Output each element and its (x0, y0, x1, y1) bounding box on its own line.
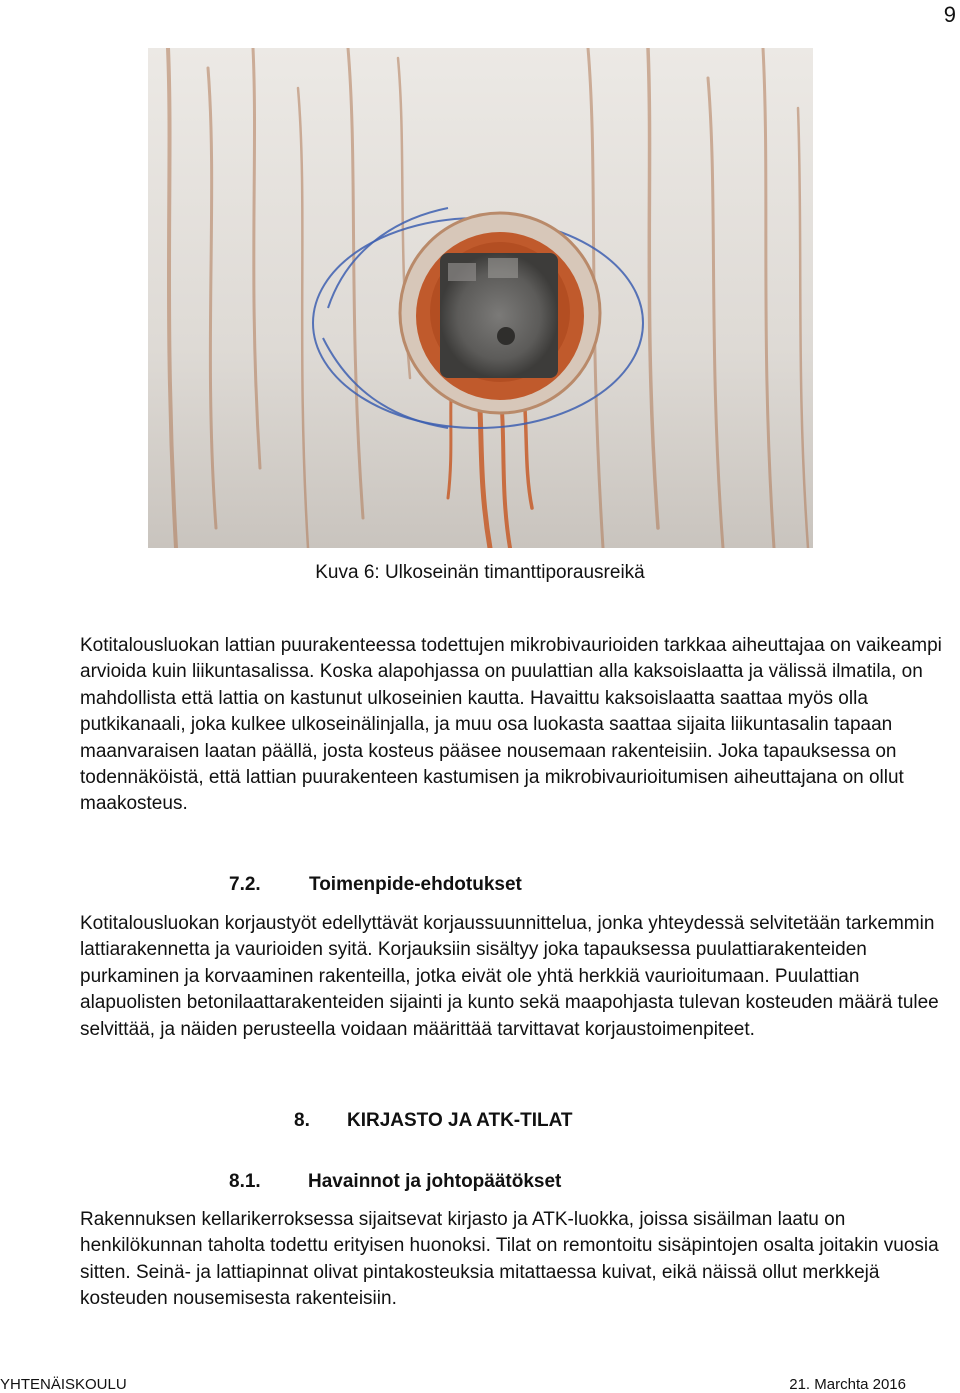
section-title: KIRJASTO JA ATK-TILAT (347, 1110, 573, 1131)
page-number: 9 (943, 2, 956, 27)
section-heading-8-1 (229, 1171, 561, 1193)
section-heading-8 (294, 1110, 573, 1132)
wall-drill-hole-photo (148, 48, 813, 548)
paragraph-library-findings: Rakennuksen kellarikerroksessa sijaitsevat kirjasto ja ATK-luokka, joissa sisäilman laatu on henkilökunnan taholta todettu erityisen huonoksi. Tilat on remontoitu sisäpintojen osalta joitakin vuosia sitten. Seinä- ja lattiapinnat olivat pintakosteuksia mitattaessa kuivat, eikä näissä ollut merkkejä kosteuden nousemisesta rakenteisiin. (80, 1209, 939, 1310)
section-number: 8. (294, 1110, 310, 1131)
paragraph-recommendations: Kotitalousluokan korjaustyöt edellyttävät korjaussuunnittelua, jonka yhteydessä selvitetään tarkemmin lattiarakennetta ja vaurioiden syitä. Korjauksiin sisältyy joka tapauksessa puulattiarakenteiden purkaminen ja korvaaminen rakenteilla, jotka eivät ole yhtä herkkiä vaurioitumaan. Puulattian alapuolisten betonilaattarakenteiden sijainti ja kunto sekä maapohjasta tulevan kosteuden määrä tulee selvittää, ja näiden perusteella voidaan määrittää tarvittavat korjaustoimenpiteet. (80, 913, 939, 1040)
section-number: 7.2. (229, 874, 261, 895)
section-title: Havainnot ja johtopäätökset (308, 1171, 562, 1192)
section-heading-7-2 (229, 874, 522, 896)
footer-school-name: YHTENÄISKOULU (0, 1376, 127, 1393)
paragraph-moisture-cause: Kotitalousluokan lattian puurakenteessa todettujen mikrobivaurioiden tarkkaa aiheuttajaa on vaikeampi arvioida kuin liikuntasalissa. Koska alapohjassa on puulattian alla kaksoislaatta ja välissä ilmatila, on mahdollista että lattia on kastunut ulkoseinien kautta. Havaittu kaksoislaatta saattaa myös olla putkikanaali, joka kulkee ulkoseinälinjalla, ja muu osa luokasta saattaa sijaita liikuntasalin tapaan maanvaraisen laatan päällä, josta kosteus pääsee nousemaan rakenteisiin. Joka tapauksessa on todennäköistä, että lattian puurakenteen kastumisen ja mikrobivaurioitumisen aiheuttajana on ollut maakosteus. (80, 635, 942, 815)
section-number: 8.1. (229, 1171, 261, 1192)
footer-date: 21. Marchta 2016 (789, 1376, 906, 1393)
figure-caption: Kuva 6: Ulkoseinän timanttiporausreikä (315, 562, 645, 583)
section-title: Toimenpide-ehdotukset (309, 874, 522, 895)
